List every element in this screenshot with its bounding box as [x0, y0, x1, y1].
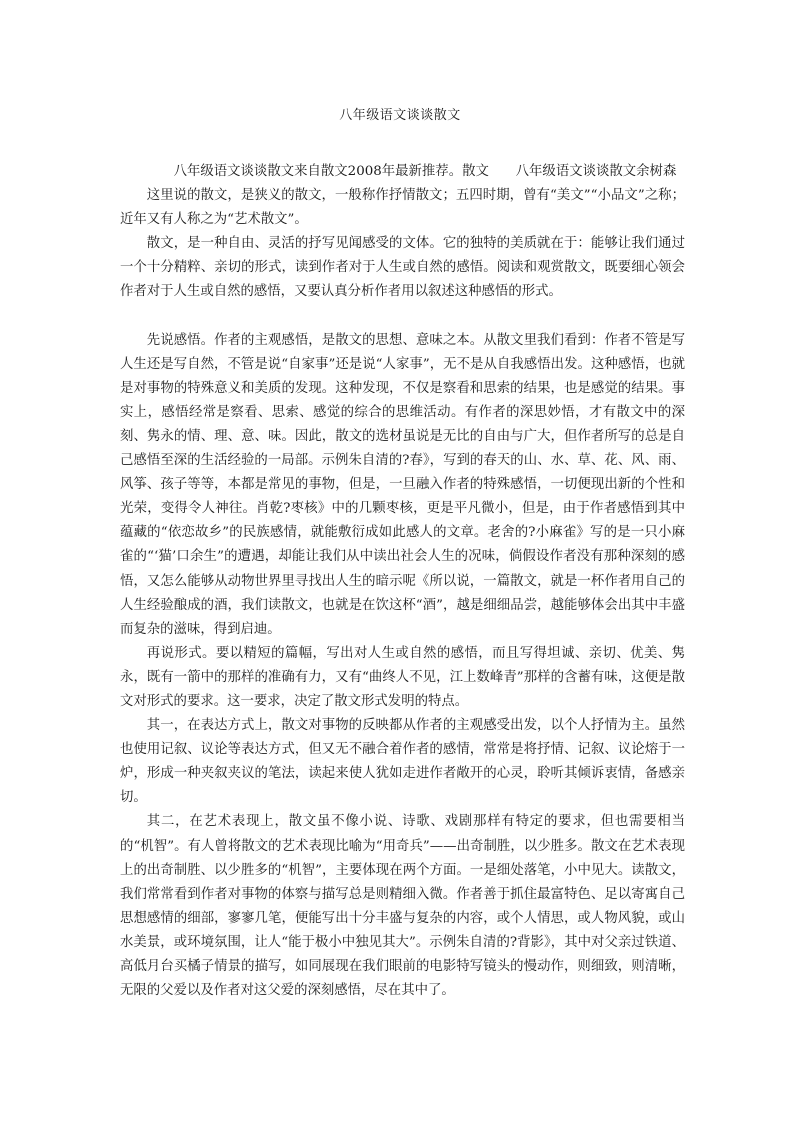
paragraph-essence: 散文，是一种自由、灵活的抒写见闻感受的文体。它的独特的美质就在于：能够让我们通过一个十分精粹、亲切的形式，读到作者对于人生或自然的感悟。阅读和观赏散文，既要细心领会作者对于人生或自然的感悟，又要认真分析作者用以叙述这种感悟的形式。 — [120, 236, 685, 300]
paragraph-definition: 这里说的散文，是狭义的散文，一般称作抒情散文；五四时期，曾有“美文”“小品文”之称；近年又有人称之为“艺术散文”。 — [120, 188, 685, 228]
paragraph-point-two: 其二，在艺术表现上，散文虽不像小说、诗歌、戏剧那样有特定的要求，但也需要相当的“机智”。有人曾将散文的艺术表现比喻为“用奇兵”——出奇制胜，以少胜多。散文在艺术表现上的出奇制胜、以少胜多的“机智”，主要体现在两个方面。一是细处落笔，小中见大。读散文，我们常常看到作者对事物的体察与描写总是则精细入微。作者善于抓住最富特色、足以寄寓自己思想感情的细部，寥寥几笔，便能写出十分丰盛与复杂的内容，或个人情思，或人物风貌，或山水美景，或环境氛围，让人“能于极小中独见其大”。示例朱自清的?背影》，其中对父亲过铁道、高低月台买橘子情景的描写，如同展现在我们眼前的电影特写镜头的慢动作，则细致，则清晰，无限的父爱以及作者对这父爱的深刻感悟，尽在其中了。 — [120, 814, 685, 999]
paragraph-insight: 先说感悟。作者的主观感悟，是散文的思想、意味之本。从散文里我们看到：作者不管是写人生还是写自然，不管是说“自家事”还是说“人家事”，无不是从自我感悟出发。这种感悟，也就是对事物的特殊意义和美质的发现。这种发现，不仅是察看和思索的结果，也是感觉的结果。事实上，感悟经常是察看、思索、感觉的综合的思维活动。有作者的深思妙悟，才有散文中的深刻、隽永的情、理、意、味。因此，散文的选材虽说是无比的自由与广大，但作者所写的总是自己感悟至深的生活经验的一局部。示例朱自清的?春》，写到的春天的山、水、草、花、风、雨、风筝、孩子等等，本都是常见的事物，但是，一旦融入作者的特殊感悟，一切便现出新的个性和光荣，变得令人神往。肖乾?枣核》中的几颗枣核，更是平凡微小，但是，由于作者感悟到其中蕴藏的“依恋故乡”的民族感情，就能敷衍成如此感人的文章。老舍的?小麻雀》写的是一只小麻雀的“‘猫’口余生”的遭遇，却能让我们从中读出社会人生的况味，倘假设作者没有那种深刻的感悟，又怎么能够从动物世界里寻找出人生的暗示呢《所以说，一篇散文，就是一杯作者用自己的人生经验酿成的酒，我们读散文，也就是在饮这杯“酒”，越是细细品尝，越能够体会出其中丰盛而复杂的滋味，得到启迪。 — [120, 332, 685, 637]
paragraph-form: 再说形式。要以精短的篇幅，写出对人生或自然的感悟，而且写得坦诚、亲切、优美、隽永，既有一箭中的那样的准确有力，又有“曲终人不见，江上数峰青”那样的含蓄有味，这便是散文对形式的要求。这一要求，决定了散文形式发明的特点。 — [120, 645, 685, 709]
document-body — [120, 160, 685, 1003]
paragraph-intro: 八年级语文谈谈散文来自散文2008年最新推荐。散文 八年级语文谈谈散文余树森 — [173, 164, 677, 179]
document-title: 八年级语文谈谈散文 — [339, 108, 461, 123]
paragraph-point-one: 其一，在表达方式上，散文对事物的反映都从作者的主观感受出发，以个人抒情为主。虽然也使用记叙、议论等表达方式，但又无不融合着作者的感情，常常是将抒情、记叙、议论熔于一炉，形成一种夹叙夹议的笔法，读起来使人犹如走进作者敞开的心灵，聆听其倾诉衷情，备感亲切。 — [120, 718, 685, 806]
